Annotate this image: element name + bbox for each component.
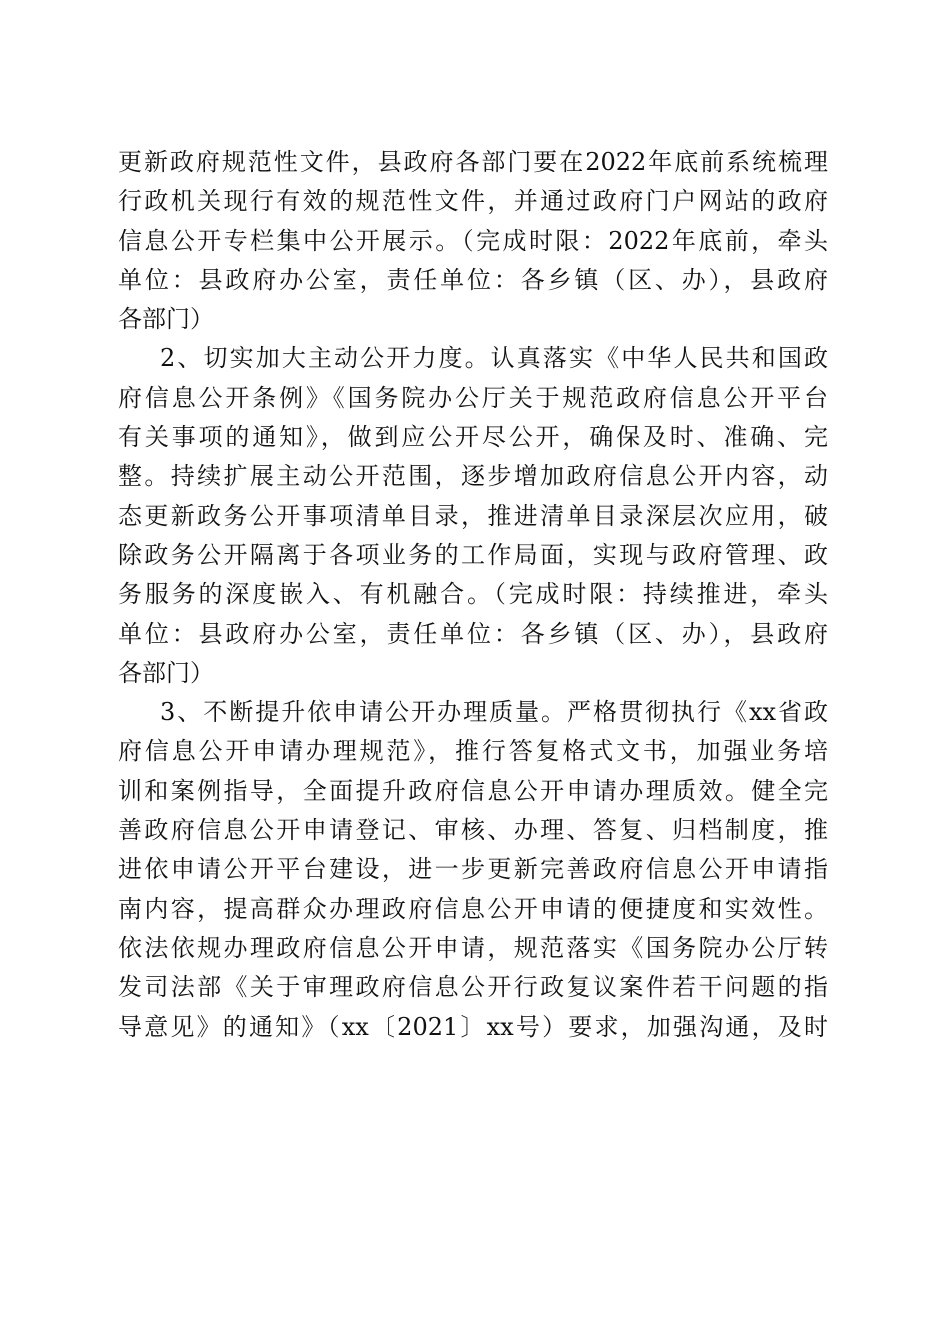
text-line: 行政机关现行有效的规范性文件，并通过政府门户网站的政府 <box>118 187 828 216</box>
text-line: 单位：县政府办公室，责任单位：各乡镇（区、办），县政府 <box>118 619 828 648</box>
section-heading-line: 3、不断提升依申请公开办理质量。严格贯彻执行《xx省政 <box>160 698 828 727</box>
text-line: 除政务公开隔离于各项业务的工作局面，实现与政府管理、政 <box>118 540 828 569</box>
document-body <box>118 143 828 1047</box>
section-heading-line: 2、切实加大主动公开力度。认真落实《中华人民共和国政 <box>160 344 828 373</box>
text-line: 单位：县政府办公室，责任单位：各乡镇（区、办），县政府 <box>118 265 828 294</box>
text-line: 依法依规办理政府信息公开申请，规范落实《国务院办公厅转 <box>118 933 828 962</box>
text-line: 各部门） <box>118 305 214 334</box>
text-line: 南内容，提高群众办理政府信息公开申请的便捷度和实效性。 <box>118 894 828 923</box>
text-line: 各部门） <box>118 658 214 687</box>
text-line: 府信息公开条例》《国务院办公厅关于规范政府信息公开平台 <box>118 383 828 412</box>
text-line: 务服务的深度嵌入、有机融合。（完成时限：持续推进，牵头 <box>118 580 828 609</box>
text-line: 府信息公开申请办理规范》，推行答复格式文书，加强业务培 <box>118 737 828 766</box>
text-line: 训和案例指导，全面提升政府信息公开申请办理质效。健全完 <box>118 776 828 805</box>
text-line: 导意见》的通知》（xx〔2021〕xx号）要求，加强沟通，及时 <box>118 1012 828 1041</box>
text-line: 发司法部《关于审理政府信息公开行政复议案件若干问题的指 <box>118 973 828 1002</box>
text-line: 有关事项的通知》，做到应公开尽公开，确保及时、准确、完 <box>118 423 828 452</box>
text-line: 更新政府规范性文件，县政府各部门要在2022年底前系统梳理 <box>118 148 828 176</box>
text-line: 整。持续扩展主动公开范围，逐步增加政府信息公开内容，动 <box>118 462 828 491</box>
text-line: 信息公开专栏集中公开展示。（完成时限：2022年底前，牵头 <box>118 226 828 255</box>
text-line: 进依申请公开平台建设，进一步更新完善政府信息公开申请指 <box>118 855 828 884</box>
text-line: 态更新政务公开事项清单目录，推进清单目录深层次应用，破 <box>118 501 828 530</box>
text-line: 善政府信息公开申请登记、审核、办理、答复、归档制度，推 <box>118 816 828 845</box>
